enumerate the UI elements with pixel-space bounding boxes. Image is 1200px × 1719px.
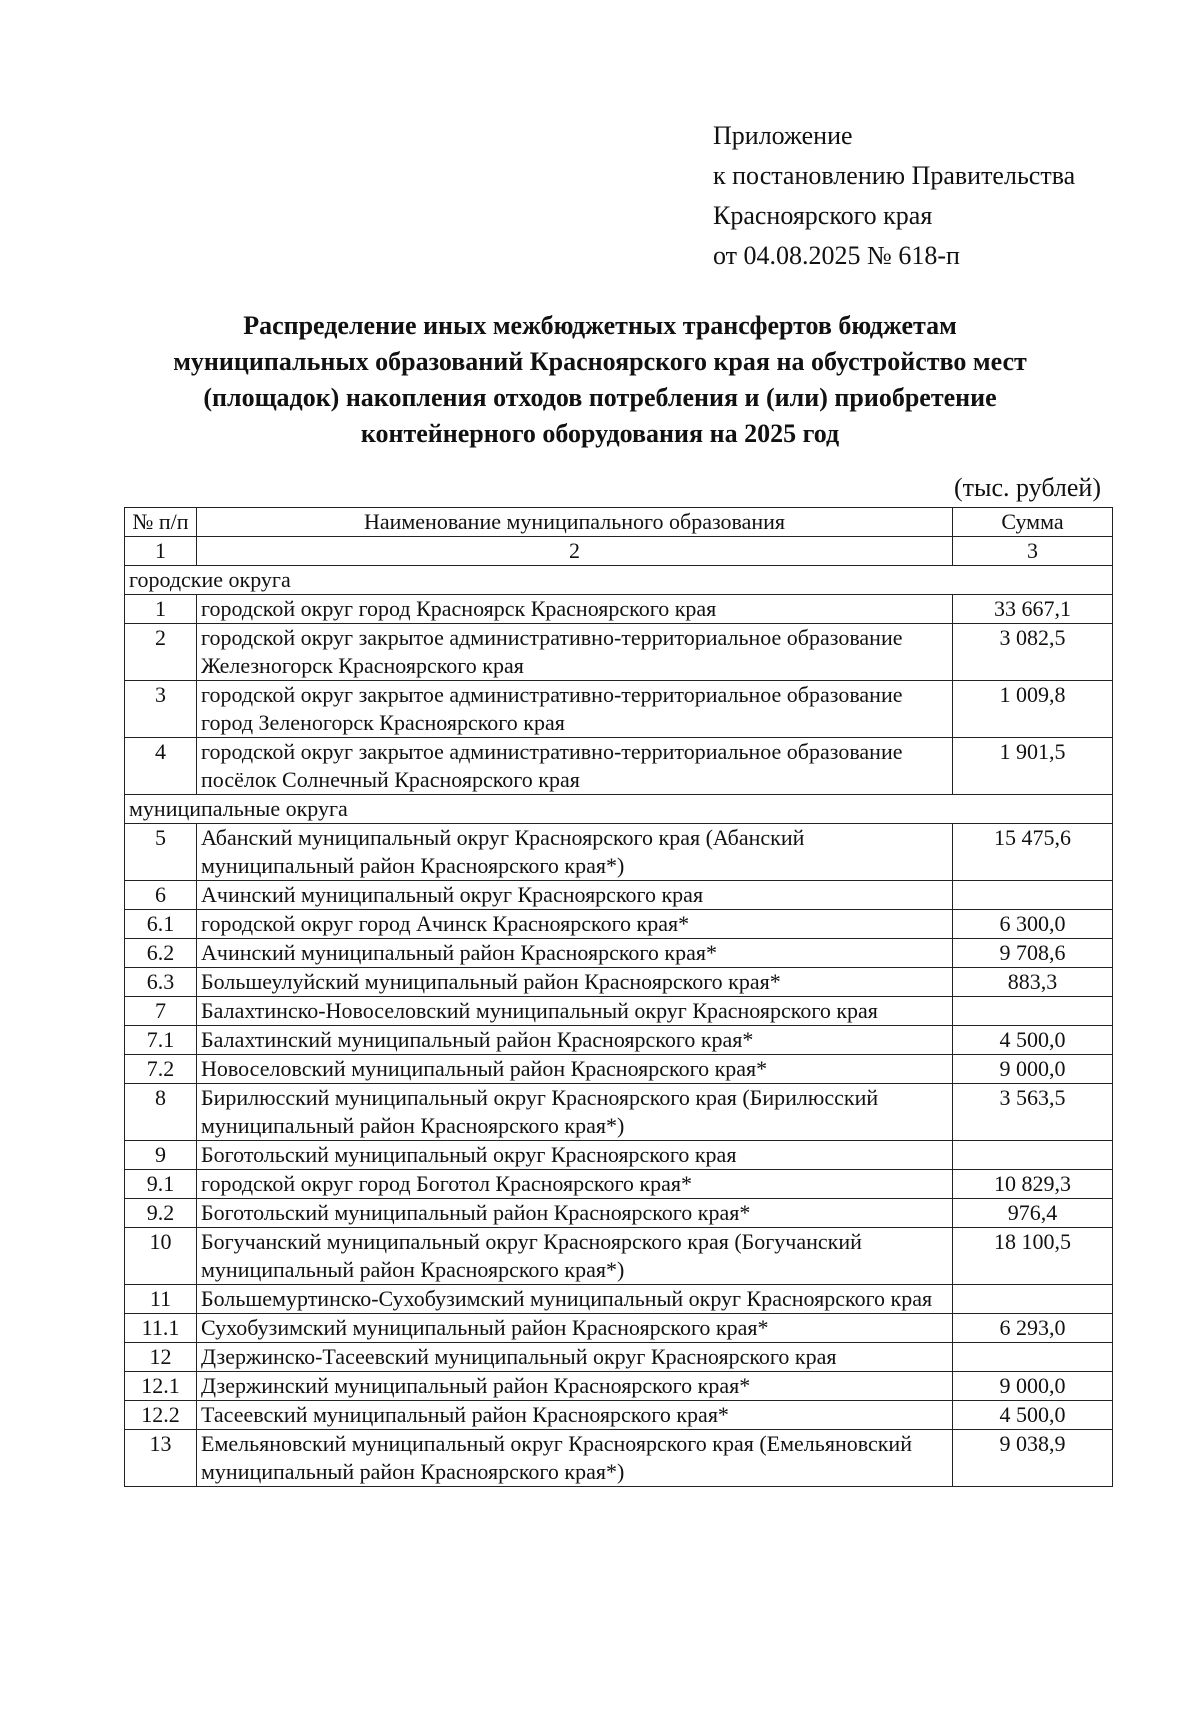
row-number: 7.2 <box>125 1055 197 1084</box>
table-header-row <box>125 508 1113 537</box>
row-sum: 4 500,0 <box>953 1026 1113 1055</box>
row-name: Балахтинский муниципальный район Красноярского края* <box>197 1026 953 1055</box>
row-number: 12 <box>125 1343 197 1372</box>
row-number: 11 <box>125 1285 197 1314</box>
row-sum: 9 038,9 <box>953 1430 1113 1487</box>
table-row <box>125 824 1113 881</box>
row-number: 2 <box>125 624 197 681</box>
row-number: 6.1 <box>125 910 197 939</box>
row-number: 7 <box>125 997 197 1026</box>
row-number: 9.2 <box>125 1199 197 1228</box>
row-number: 10 <box>125 1228 197 1285</box>
units-label: (тыс. рублей) <box>953 473 1101 502</box>
table-row <box>125 1228 1113 1285</box>
row-sum: 3 563,5 <box>953 1084 1113 1141</box>
table-row <box>125 1401 1113 1430</box>
row-name: Бирилюсский муниципальный округ Красноярского края (Бирилюсский муниципальный район Красноярского края*) <box>197 1084 953 1141</box>
row-name: Большемуртинско-Сухобузимский муниципальный округ Красноярского края <box>197 1285 953 1314</box>
document-title <box>120 308 1080 452</box>
row-name: Дзержинский муниципальный район Красноярского края* <box>197 1372 953 1401</box>
table-row <box>125 1199 1113 1228</box>
appendix-block <box>713 116 1075 276</box>
column-number: 2 <box>197 537 953 566</box>
row-sum: 3 082,5 <box>953 624 1113 681</box>
distribution-table <box>124 507 1113 1487</box>
row-sum: 18 100,5 <box>953 1228 1113 1285</box>
row-name: городской округ закрытое административно-территориальное образование Железногорск Красноярского края <box>197 624 953 681</box>
table-row <box>125 1141 1113 1170</box>
row-number: 13 <box>125 1430 197 1487</box>
row-sum: 33 667,1 <box>953 595 1113 624</box>
table-row <box>125 595 1113 624</box>
table-row <box>125 1055 1113 1084</box>
row-sum: 10 829,3 <box>953 1170 1113 1199</box>
table-row <box>125 1314 1113 1343</box>
row-number: 9 <box>125 1141 197 1170</box>
row-sum: 9 000,0 <box>953 1372 1113 1401</box>
row-name: Дзержинско-Тасеевский муниципальный округ Красноярского края <box>197 1343 953 1372</box>
row-name: городской округ закрытое административно-территориальное образование город Зеленогорск Красноярского края <box>197 681 953 738</box>
section-title: муниципальные округа <box>125 795 1113 824</box>
section-title: городские округа <box>125 566 1113 595</box>
table-row <box>125 738 1113 795</box>
row-number: 12.1 <box>125 1372 197 1401</box>
row-sum: 6 293,0 <box>953 1314 1113 1343</box>
table-row <box>125 881 1113 910</box>
row-name: городской округ город Ачинск Красноярского края* <box>197 910 953 939</box>
table-row <box>125 1026 1113 1055</box>
row-sum: 6 300,0 <box>953 910 1113 939</box>
row-sum: 1 901,5 <box>953 738 1113 795</box>
section-row <box>125 795 1113 824</box>
row-name: городской округ город Красноярск Красноярского края <box>197 595 953 624</box>
row-name: Ачинский муниципальный район Красноярского края* <box>197 939 953 968</box>
row-name: Ачинский муниципальный округ Красноярского края <box>197 881 953 910</box>
title-line: Распределение иных межбюджетных трансфертов бюджетам <box>243 311 957 340</box>
title-line: (площадок) накопления отходов потребления и (или) приобретение <box>203 383 997 412</box>
row-name: Балахтинско-Новоселовский муниципальный округ Красноярского края <box>197 997 953 1026</box>
row-number: 6.3 <box>125 968 197 997</box>
table-row <box>125 1170 1113 1199</box>
column-numbers-row <box>125 537 1113 566</box>
title-line: муниципальных образований Красноярского края на обустройство мест <box>173 347 1027 376</box>
section-row <box>125 566 1113 595</box>
appendix-line: от 04.08.2025 № 618-п <box>713 241 960 270</box>
row-name: городской округ закрытое административно-территориальное образование посёлок Солнечный Красноярского края <box>197 738 953 795</box>
header-name: Наименование муниципального образования <box>197 508 953 537</box>
table-row <box>125 1285 1113 1314</box>
row-name: Большеулуйский муниципальный район Красноярского края* <box>197 968 953 997</box>
row-name: Сухобузимский муниципальный район Красноярского края* <box>197 1314 953 1343</box>
table-row <box>125 997 1113 1026</box>
header-num: № п/п <box>125 508 197 537</box>
table-row <box>125 1084 1113 1141</box>
row-sum: 883,3 <box>953 968 1113 997</box>
row-number: 7.1 <box>125 1026 197 1055</box>
table-row <box>125 939 1113 968</box>
row-number: 3 <box>125 681 197 738</box>
table-row <box>125 910 1113 939</box>
row-sum: 9 708,6 <box>953 939 1113 968</box>
column-number: 3 <box>953 537 1113 566</box>
row-sum: 4 500,0 <box>953 1401 1113 1430</box>
row-name: Абанский муниципальный округ Красноярского края (Абанский муниципальный район Красноярского края*) <box>197 824 953 881</box>
appendix-line: Приложение <box>713 121 853 150</box>
row-sum <box>953 997 1113 1026</box>
row-number: 6.2 <box>125 939 197 968</box>
title-line: контейнерного оборудования на 2025 год <box>360 419 840 448</box>
row-number: 9.1 <box>125 1170 197 1199</box>
row-name: Новоселовский муниципальный район Красноярского края* <box>197 1055 953 1084</box>
table-row <box>125 624 1113 681</box>
row-number: 4 <box>125 738 197 795</box>
row-name: Боготольский муниципальный район Красноярского края* <box>197 1199 953 1228</box>
row-number: 12.2 <box>125 1401 197 1430</box>
appendix-line: к постановлению Правительства <box>713 161 1076 190</box>
table-row <box>125 1372 1113 1401</box>
table-row <box>125 681 1113 738</box>
header-sum: Сумма <box>953 508 1113 537</box>
row-number: 5 <box>125 824 197 881</box>
appendix-line: Красноярского края <box>713 201 933 230</box>
row-sum <box>953 1343 1113 1372</box>
row-sum <box>953 1141 1113 1170</box>
row-name: Богучанский муниципальный округ Красноярского края (Богучанский муниципальный район Красноярского края*) <box>197 1228 953 1285</box>
row-number: 8 <box>125 1084 197 1141</box>
row-sum <box>953 881 1113 910</box>
row-sum: 1 009,8 <box>953 681 1113 738</box>
row-name: Тасеевский муниципальный район Красноярского края* <box>197 1401 953 1430</box>
row-name: Боготольский муниципальный округ Красноярского края <box>197 1141 953 1170</box>
row-number: 1 <box>125 595 197 624</box>
row-name: Емельяновский муниципальный округ Красноярского края (Емельяновский муниципальный район Красноярского края*) <box>197 1430 953 1487</box>
table-row <box>125 1343 1113 1372</box>
table-row <box>125 968 1113 997</box>
row-name: городской округ город Боготол Красноярского края* <box>197 1170 953 1199</box>
row-number: 11.1 <box>125 1314 197 1343</box>
row-sum: 9 000,0 <box>953 1055 1113 1084</box>
column-number: 1 <box>125 537 197 566</box>
row-sum: 976,4 <box>953 1199 1113 1228</box>
table-row <box>125 1430 1113 1487</box>
row-number: 6 <box>125 881 197 910</box>
row-sum: 15 475,6 <box>953 824 1113 881</box>
row-sum <box>953 1285 1113 1314</box>
